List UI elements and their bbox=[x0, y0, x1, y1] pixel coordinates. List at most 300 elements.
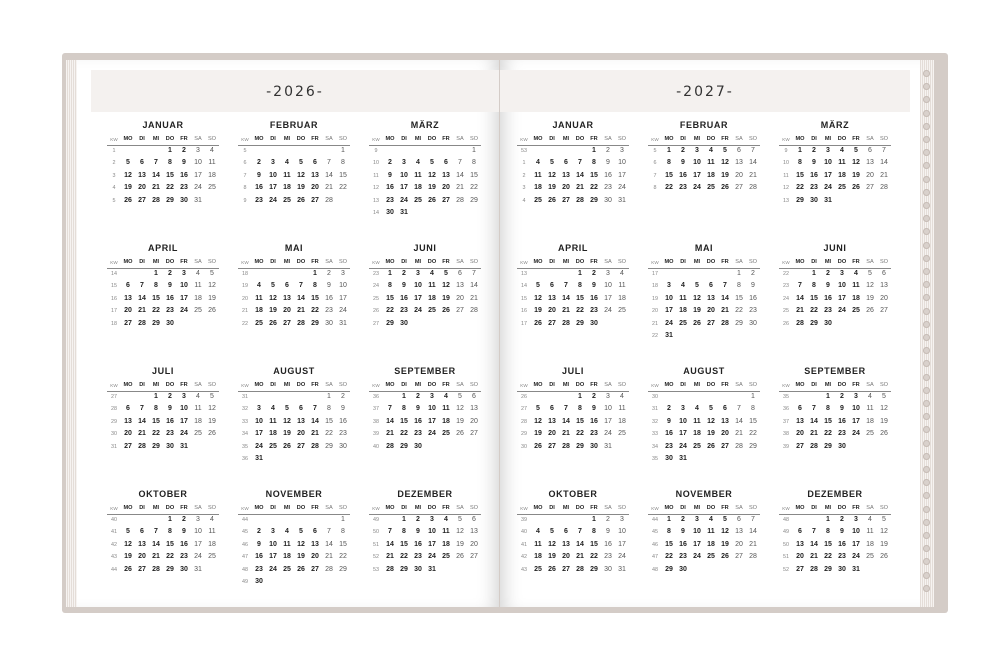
week-row bbox=[648, 418, 760, 429]
day-cell: 30 bbox=[339, 442, 347, 450]
weekday-label: SO bbox=[469, 382, 479, 388]
week-row bbox=[369, 443, 481, 454]
day-cell: 13 bbox=[562, 171, 570, 179]
binding-hole bbox=[923, 572, 930, 579]
weekday-label: MI bbox=[414, 505, 422, 511]
day-cell: 16 bbox=[180, 171, 188, 179]
week-row bbox=[238, 307, 350, 318]
week-row bbox=[648, 282, 760, 293]
week-number: 37 bbox=[783, 418, 789, 425]
week-row bbox=[779, 528, 891, 539]
day-cell: 20 bbox=[311, 184, 319, 192]
week-number: 15 bbox=[521, 295, 527, 302]
day-cell: 2 bbox=[606, 147, 610, 154]
day-cell: 16 bbox=[679, 540, 687, 548]
day-cell: 20 bbox=[707, 307, 715, 315]
week-row bbox=[517, 270, 629, 281]
day-cell: 11 bbox=[618, 405, 626, 413]
day-cell: 30 bbox=[166, 319, 174, 327]
day-cell: 27 bbox=[470, 430, 478, 438]
day-cell: 14 bbox=[562, 417, 570, 425]
weekday-label: FR bbox=[180, 136, 188, 142]
day-cell: 12 bbox=[456, 528, 464, 536]
day-cell: 2 bbox=[416, 393, 420, 400]
week-number-header: KW bbox=[782, 137, 790, 142]
day-cell: 27 bbox=[735, 553, 743, 561]
weekday-label: SO bbox=[338, 136, 348, 142]
day-cell: 14 bbox=[735, 417, 743, 425]
day-cell: 20 bbox=[470, 417, 478, 425]
day-cell: 3 bbox=[430, 516, 434, 523]
day-cell: 13 bbox=[880, 282, 888, 290]
day-cell: 26 bbox=[534, 319, 542, 327]
week-number: 13 bbox=[373, 197, 379, 204]
day-cell: 4 bbox=[444, 393, 448, 400]
day-cell: 21 bbox=[152, 553, 160, 561]
day-cell: 11 bbox=[852, 282, 860, 290]
binding-hole bbox=[923, 585, 930, 592]
day-cell: 24 bbox=[852, 553, 860, 561]
day-cell: 4 bbox=[285, 528, 289, 536]
day-cell: 14 bbox=[562, 294, 570, 302]
weekday-label: MI bbox=[152, 382, 160, 388]
weekday-label: SO bbox=[338, 505, 348, 511]
binding-hole bbox=[923, 136, 930, 143]
day-cell: 26 bbox=[297, 196, 305, 204]
weekday-header bbox=[238, 259, 350, 269]
week-number: 17 bbox=[652, 271, 658, 277]
day-cell: 13 bbox=[548, 294, 556, 302]
week-row bbox=[648, 430, 760, 441]
week-row bbox=[779, 393, 891, 404]
week-row bbox=[369, 282, 481, 293]
day-cell: 17 bbox=[693, 540, 701, 548]
week-number: 25 bbox=[373, 295, 379, 302]
weekday-label: SO bbox=[748, 259, 758, 265]
weekday-label: DI bbox=[270, 382, 276, 388]
day-cell: 21 bbox=[325, 184, 333, 192]
day-cell: 24 bbox=[428, 430, 436, 438]
day-cell: 4 bbox=[210, 516, 214, 523]
day-cell: 14 bbox=[456, 171, 464, 179]
week-row bbox=[238, 516, 350, 527]
day-cell: 20 bbox=[796, 430, 804, 438]
day-cell: 4 bbox=[695, 405, 699, 413]
day-cell: 15 bbox=[824, 540, 832, 548]
week-row bbox=[648, 320, 760, 331]
weekday-label: FR bbox=[442, 136, 450, 142]
day-cell: 1 bbox=[402, 393, 406, 400]
week-number: 22 bbox=[783, 271, 789, 277]
day-cell: 18 bbox=[208, 540, 216, 548]
day-cell: 10 bbox=[428, 528, 436, 536]
day-cell: 8 bbox=[592, 159, 596, 167]
day-cell: 11 bbox=[866, 528, 874, 536]
binding-holes bbox=[923, 70, 931, 600]
day-cell: 10 bbox=[824, 159, 832, 167]
day-cell: 18 bbox=[866, 540, 874, 548]
day-cell: 6 bbox=[313, 528, 317, 536]
week-number-header: KW bbox=[372, 260, 380, 265]
day-cell: 8 bbox=[826, 405, 830, 413]
day-cell: 30 bbox=[665, 455, 673, 462]
day-cell: 2 bbox=[592, 270, 596, 277]
week-number: 30 bbox=[111, 431, 117, 438]
day-cell: 19 bbox=[283, 430, 291, 438]
day-cell: 9 bbox=[257, 540, 261, 548]
day-cell: 31 bbox=[618, 565, 626, 573]
day-cell: 18 bbox=[208, 171, 216, 179]
week-number: 26 bbox=[373, 308, 379, 315]
day-cell: 12 bbox=[548, 540, 556, 548]
weekday-label: DO bbox=[165, 382, 175, 388]
month-name: SEPTEMBER bbox=[394, 366, 456, 376]
day-cell: 13 bbox=[297, 417, 305, 425]
weekday-label: SA bbox=[194, 136, 202, 142]
month-name: JANUAR bbox=[552, 120, 594, 130]
day-cell: 4 bbox=[444, 516, 448, 523]
week-row bbox=[648, 528, 760, 539]
binding-hole bbox=[923, 374, 930, 381]
day-cell: 10 bbox=[604, 405, 612, 413]
weekday-label: SA bbox=[735, 136, 743, 142]
week-number: 33 bbox=[652, 431, 658, 438]
day-cell: 24 bbox=[604, 430, 612, 438]
week-row bbox=[517, 553, 629, 564]
day-cell: 19 bbox=[428, 184, 436, 192]
week-number: 36 bbox=[373, 394, 379, 400]
day-cell: 7 bbox=[882, 147, 886, 154]
weekday-label: DI bbox=[811, 382, 817, 388]
day-cell: 12 bbox=[297, 540, 305, 548]
day-cell: 3 bbox=[271, 159, 275, 167]
day-cell: 21 bbox=[796, 307, 804, 315]
day-cell: 26 bbox=[548, 196, 556, 204]
month-name: FEBRUAR bbox=[269, 120, 319, 130]
day-cell: 30 bbox=[414, 565, 422, 573]
day-cell: 5 bbox=[271, 282, 275, 290]
binding-hole bbox=[923, 149, 930, 156]
day-cell: 1 bbox=[472, 147, 476, 154]
binding-hole bbox=[923, 162, 930, 169]
day-cell: 3 bbox=[271, 528, 275, 536]
day-cell: 12 bbox=[208, 405, 216, 413]
day-cell: 19 bbox=[534, 307, 542, 315]
weekday-header bbox=[238, 382, 350, 392]
weekday-label: MI bbox=[693, 136, 701, 142]
day-cell: 14 bbox=[796, 294, 804, 302]
day-cell: 9 bbox=[840, 528, 844, 536]
day-cell: 21 bbox=[138, 430, 146, 438]
day-cell: 25 bbox=[534, 196, 542, 204]
weekday-label: DO bbox=[706, 382, 716, 388]
weekday-label: SO bbox=[879, 259, 889, 265]
week-number-header: KW bbox=[651, 260, 659, 265]
day-cell: 10 bbox=[604, 282, 612, 290]
day-cell: 11 bbox=[618, 282, 626, 290]
day-cell: 26 bbox=[124, 565, 132, 573]
day-cell: 23 bbox=[590, 307, 598, 315]
day-cell: 22 bbox=[152, 307, 160, 315]
day-cell: 9 bbox=[751, 282, 755, 290]
day-cell: 26 bbox=[208, 307, 216, 315]
day-cell: 22 bbox=[576, 430, 584, 438]
weekday-label: DI bbox=[680, 259, 686, 265]
day-cell: 1 bbox=[826, 393, 830, 400]
day-cell: 10 bbox=[693, 159, 701, 167]
week-row bbox=[779, 566, 891, 577]
day-cell: 16 bbox=[824, 294, 832, 302]
day-cell: 6 bbox=[140, 528, 144, 536]
day-cell: 22 bbox=[576, 307, 584, 315]
week-number: 30 bbox=[521, 443, 527, 450]
day-cell: 20 bbox=[562, 184, 570, 192]
day-cell: 18 bbox=[442, 417, 450, 425]
day-cell: 5 bbox=[126, 528, 130, 536]
day-cell: 28 bbox=[386, 565, 394, 573]
week-row bbox=[238, 443, 350, 454]
week-number-header: KW bbox=[241, 383, 249, 388]
weekday-label: DI bbox=[680, 136, 686, 142]
day-cell: 24 bbox=[414, 307, 422, 315]
day-cell: 8 bbox=[798, 159, 802, 167]
week-row bbox=[107, 430, 219, 441]
day-cell: 8 bbox=[168, 528, 172, 536]
day-cell: 6 bbox=[472, 393, 476, 400]
day-cell: 19 bbox=[880, 540, 888, 548]
week-number: 21 bbox=[242, 308, 248, 315]
weekday-label: DO bbox=[837, 505, 847, 511]
week-row bbox=[369, 541, 481, 552]
week-number: 11 bbox=[373, 172, 379, 179]
day-cell: 19 bbox=[124, 553, 132, 561]
day-cell: 18 bbox=[442, 540, 450, 548]
day-cell: 14 bbox=[311, 417, 319, 425]
day-cell: 4 bbox=[709, 147, 713, 154]
week-number: 32 bbox=[652, 418, 658, 425]
week-row bbox=[517, 147, 629, 158]
day-cell: 24 bbox=[693, 184, 701, 192]
week-row bbox=[648, 307, 760, 318]
day-cell: 27 bbox=[311, 196, 319, 204]
week-row bbox=[648, 541, 760, 552]
day-cell: 27 bbox=[124, 442, 132, 450]
day-cell: 24 bbox=[665, 319, 673, 327]
day-cell: 15 bbox=[576, 294, 584, 302]
week-number-header: KW bbox=[241, 506, 249, 511]
week-row bbox=[369, 307, 481, 318]
weekday-label: SO bbox=[617, 382, 627, 388]
weekday-label: FR bbox=[590, 136, 598, 142]
week-number: 36 bbox=[783, 406, 789, 413]
week-number: 27 bbox=[373, 320, 379, 327]
day-cell: 4 bbox=[854, 270, 858, 277]
day-cell: 19 bbox=[297, 553, 305, 561]
day-cell: 5 bbox=[695, 282, 699, 290]
day-cell: 12 bbox=[124, 540, 132, 548]
week-row bbox=[238, 430, 350, 441]
week-number: 20 bbox=[242, 295, 248, 302]
day-cell: 16 bbox=[604, 540, 612, 548]
day-cell: 10 bbox=[838, 282, 846, 290]
day-cell: 3 bbox=[606, 393, 610, 400]
day-cell: 17 bbox=[400, 184, 408, 192]
day-cell: 24 bbox=[194, 553, 202, 561]
week-number: 24 bbox=[783, 295, 789, 302]
week-row bbox=[779, 443, 891, 454]
day-cell: 28 bbox=[311, 442, 319, 450]
day-cell: 25 bbox=[707, 184, 715, 192]
day-cell: 2 bbox=[840, 393, 844, 400]
week-number-header: KW bbox=[241, 260, 249, 265]
binding-hole bbox=[923, 215, 930, 222]
week-number: 28 bbox=[111, 406, 117, 413]
weekday-label: SA bbox=[194, 505, 202, 511]
day-cell: 5 bbox=[709, 405, 713, 413]
week-row bbox=[517, 516, 629, 527]
day-cell: 15 bbox=[400, 540, 408, 548]
week-number: 26 bbox=[783, 320, 789, 327]
day-cell: 20 bbox=[442, 184, 450, 192]
day-cell: 28 bbox=[576, 196, 584, 204]
day-cell: 7 bbox=[458, 159, 462, 167]
weekday-label: MO bbox=[795, 136, 805, 142]
binding-hole bbox=[923, 360, 930, 367]
day-cell: 20 bbox=[796, 553, 804, 561]
week-number: 5 bbox=[243, 148, 247, 154]
day-cell: 6 bbox=[444, 159, 448, 167]
week-row bbox=[107, 184, 219, 195]
day-cell: 5 bbox=[299, 528, 303, 536]
weekday-label: MI bbox=[152, 136, 160, 142]
day-cell: 30 bbox=[679, 565, 687, 573]
week-row bbox=[648, 172, 760, 183]
weekday-label: DO bbox=[837, 136, 847, 142]
week-number: 19 bbox=[242, 283, 248, 290]
weekday-label: MO bbox=[664, 382, 674, 388]
day-cell: 25 bbox=[442, 430, 450, 438]
weekday-label: FR bbox=[311, 505, 319, 511]
week-row bbox=[517, 418, 629, 429]
day-cell: 30 bbox=[838, 565, 846, 573]
day-cell: 19 bbox=[548, 184, 556, 192]
day-cell: 19 bbox=[297, 184, 305, 192]
day-cell: 13 bbox=[124, 294, 132, 302]
day-cell: 10 bbox=[180, 405, 188, 413]
day-cell: 22 bbox=[400, 430, 408, 438]
day-cell: 7 bbox=[564, 282, 568, 290]
weekday-header bbox=[517, 136, 629, 146]
day-cell: 13 bbox=[311, 540, 319, 548]
weekday-label: SA bbox=[325, 505, 333, 511]
weekday-label: DI bbox=[549, 382, 555, 388]
week-row bbox=[517, 320, 629, 331]
day-cell: 17 bbox=[618, 540, 626, 548]
day-cell: 24 bbox=[618, 553, 626, 561]
day-cell: 5 bbox=[882, 516, 886, 523]
day-cell: 8 bbox=[472, 159, 476, 167]
day-cell: 13 bbox=[735, 528, 743, 536]
week-row bbox=[369, 553, 481, 564]
day-cell: 7 bbox=[154, 159, 158, 167]
day-cell: 27 bbox=[866, 184, 874, 192]
week-number: 47 bbox=[652, 554, 658, 561]
day-cell: 23 bbox=[749, 307, 757, 315]
week-number: 18 bbox=[242, 271, 248, 277]
day-cell: 9 bbox=[681, 528, 685, 536]
day-cell: 21 bbox=[456, 184, 464, 192]
day-cell: 14 bbox=[386, 540, 394, 548]
day-cell: 21 bbox=[749, 540, 757, 548]
day-cell: 15 bbox=[325, 417, 333, 425]
day-cell: 9 bbox=[826, 282, 830, 290]
day-cell: 22 bbox=[166, 184, 174, 192]
day-cell: 14 bbox=[810, 417, 818, 425]
week-row bbox=[369, 516, 481, 527]
day-cell: 3 bbox=[182, 270, 186, 277]
day-cell: 23 bbox=[838, 553, 846, 561]
day-cell: 9 bbox=[416, 528, 420, 536]
week-number-header: KW bbox=[372, 137, 380, 142]
binding-hole bbox=[923, 453, 930, 460]
week-row bbox=[107, 147, 219, 158]
day-cell: 4 bbox=[271, 405, 275, 413]
week-number: 16 bbox=[111, 295, 117, 302]
day-cell: 22 bbox=[470, 184, 478, 192]
weekday-label: MI bbox=[693, 259, 701, 265]
week-row bbox=[238, 172, 350, 183]
week-row bbox=[779, 553, 891, 564]
day-cell: 6 bbox=[737, 516, 741, 523]
day-cell: 2 bbox=[812, 147, 816, 154]
week-number: 22 bbox=[652, 333, 658, 339]
day-cell: 11 bbox=[693, 417, 701, 425]
day-cell: 10 bbox=[269, 540, 277, 548]
weekday-label: DO bbox=[575, 136, 585, 142]
day-cell: 28 bbox=[721, 319, 729, 327]
month-name: NOVEMBER bbox=[265, 489, 323, 499]
day-cell: 4 bbox=[285, 159, 289, 167]
week-number: 50 bbox=[783, 541, 789, 548]
week-row bbox=[107, 516, 219, 527]
week-row bbox=[107, 566, 219, 577]
day-cell: 14 bbox=[576, 540, 584, 548]
day-cell: 31 bbox=[194, 196, 202, 204]
week-row bbox=[648, 332, 760, 343]
day-cell: 6 bbox=[550, 405, 554, 413]
day-cell: 29 bbox=[810, 319, 818, 327]
weekday-label: MO bbox=[795, 505, 805, 511]
month-name: OKTOBER bbox=[548, 489, 598, 499]
day-cell: 17 bbox=[693, 171, 701, 179]
weekday-label: DI bbox=[401, 136, 407, 142]
day-cell: 29 bbox=[576, 442, 584, 450]
week-number: 35 bbox=[242, 443, 248, 450]
weekday-label: SO bbox=[338, 259, 348, 265]
week-number: 35 bbox=[652, 456, 658, 462]
week-number: 7 bbox=[653, 172, 657, 179]
day-cell: 6 bbox=[550, 282, 554, 290]
weekday-label: MO bbox=[254, 505, 264, 511]
day-cell: 19 bbox=[269, 307, 277, 315]
day-cell: 22 bbox=[824, 553, 832, 561]
day-cell: 24 bbox=[852, 430, 860, 438]
day-cell: 7 bbox=[751, 516, 755, 523]
weekday-label: SA bbox=[866, 382, 874, 388]
day-cell: 21 bbox=[138, 307, 146, 315]
week-row bbox=[517, 430, 629, 441]
weekday-label: MO bbox=[664, 136, 674, 142]
